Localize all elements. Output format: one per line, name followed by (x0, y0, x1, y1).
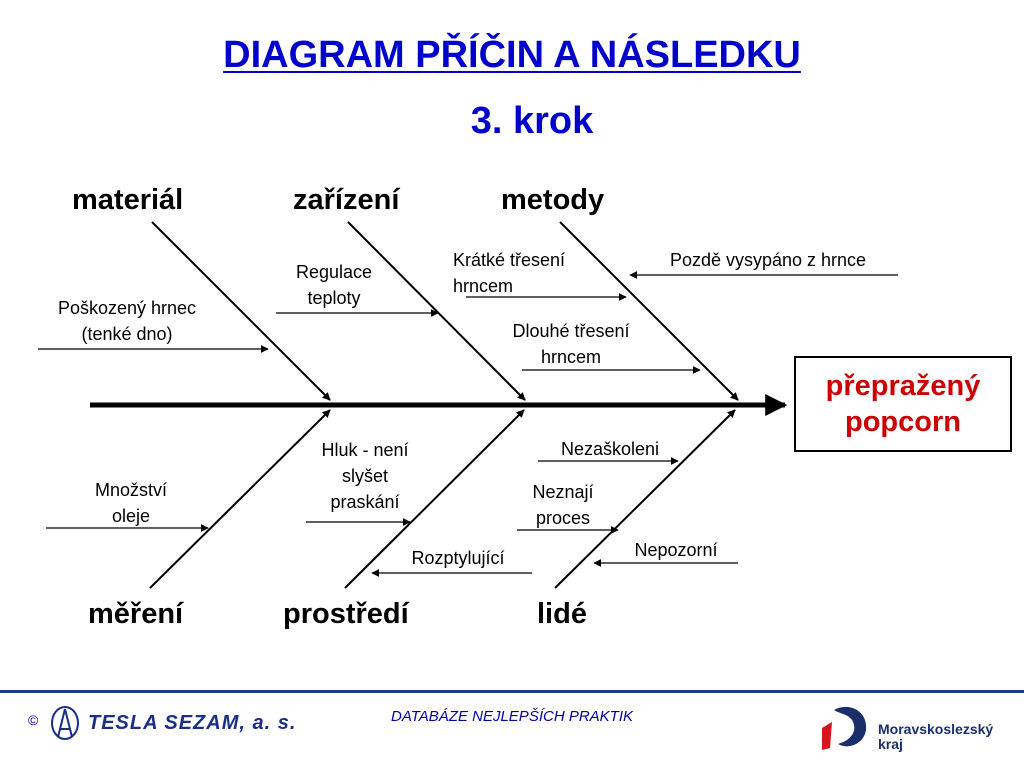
cause-kratke-treseni: Krátké třesení hrncem (452, 250, 566, 296)
moravskoslezsky-kraj-logo-icon (818, 700, 874, 756)
cause-nezaskoleni: Nezaškoleni (560, 439, 660, 459)
cause-regulace-teploty: Regulace teploty (295, 262, 373, 308)
page-title: DIAGRAM PŘÍČIN A NÁSLEDKU (223, 34, 801, 76)
category-prostredi: prostředí (283, 598, 409, 630)
footer-company: TESLA SEZAM, a. s. (88, 712, 297, 734)
bone-mereni (150, 410, 330, 588)
category-metody: metody (501, 184, 605, 216)
cause-dlouhe-treseni: Dlouhé třesení hrncem (512, 321, 630, 367)
effect-box (794, 356, 1012, 452)
copyright-symbol: © (28, 712, 39, 728)
page-subtitle: 3. krok (470, 100, 594, 142)
footer-region: Moravskoslezský kraj (878, 721, 994, 752)
effect-text: přepražený popcorn (825, 370, 981, 438)
category-material: materiál (72, 184, 184, 216)
cause-poskozeny-hrnec: Poškozený hrnec (tenké dno) (57, 298, 197, 344)
footer-divider (0, 690, 1024, 693)
cause-mnozstvi-oleje: Množství oleje (94, 480, 168, 526)
category-lide: lidé (537, 598, 587, 630)
cause-pozde-vysypano: Pozdě vysypáno z hrnce (669, 250, 867, 270)
footer-center-text: DATABÁZE NEJLEPŠÍCH PRAKTIK (391, 708, 633, 725)
category-zarizeni: zařízení (293, 184, 400, 216)
cause-rozptylujici: Rozptylující (411, 548, 505, 568)
cause-neznaji-proces: Neznají proces (532, 482, 594, 528)
category-mereni: měření (88, 598, 184, 630)
cause-hluk: Hluk - není slyšet praskání (321, 440, 409, 512)
cause-nepozorni: Nepozorní (634, 540, 718, 560)
